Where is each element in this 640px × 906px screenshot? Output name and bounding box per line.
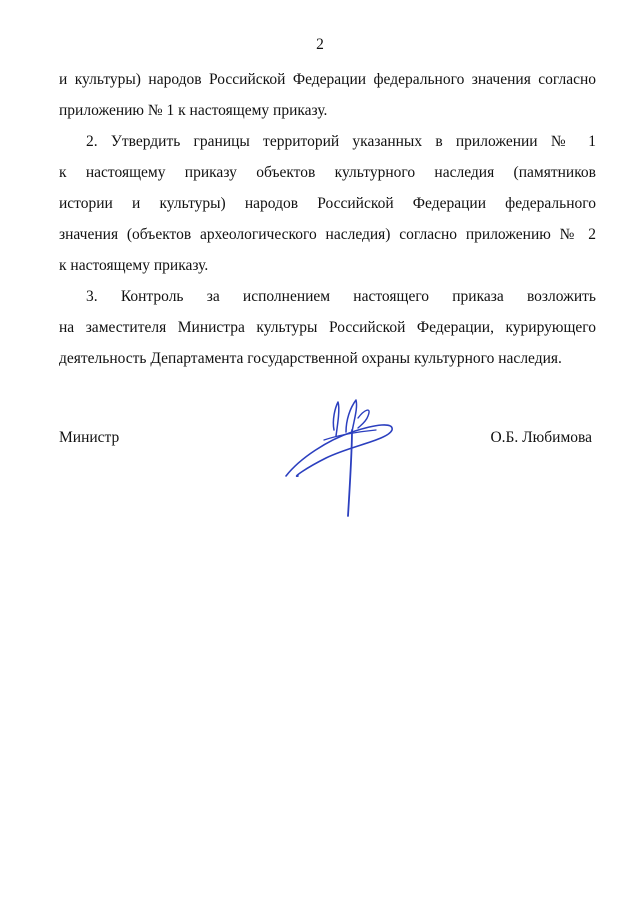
signature-stroke-vertical-left bbox=[333, 402, 338, 436]
paragraph-2-line-5: к настоящему приказу. bbox=[59, 257, 209, 274]
paragraph-1-line-1: и культуры) народов Российской Федерации федерального значения согласно bbox=[59, 71, 596, 88]
handwritten-signature bbox=[280, 396, 410, 521]
paragraph-1-line-2: приложению № 1 к настоящему приказу. bbox=[59, 102, 328, 119]
signature-stroke-hook bbox=[358, 410, 369, 428]
signature-stroke-descender bbox=[348, 430, 352, 516]
paragraph-3-line-1: 3. Контроль за исполнением настоящего приказа возложить bbox=[86, 288, 596, 305]
paragraph-2-line-2: к настоящему приказу объектов культурного наследия (памятников bbox=[59, 164, 596, 181]
signature-stroke-vertical-middle bbox=[346, 400, 357, 432]
paragraph-3-line-3: деятельность Департамента государственной охраны культурного наследия. bbox=[59, 350, 562, 367]
paragraph-3-line-2: на заместителя Министра культуры Российской Федерации, курирующего bbox=[59, 319, 596, 336]
page-number: 2 bbox=[316, 36, 324, 53]
signatory-name: О.Б. Любимова bbox=[490, 429, 592, 446]
paragraph-2-line-1: 2. Утвердить границы территорий указанных в приложении № 1 bbox=[86, 133, 596, 150]
paragraph-2-line-4: значения (объектов археологического наследия) согласно приложению № 2 bbox=[59, 226, 596, 243]
signature-stroke-loop bbox=[286, 425, 392, 476]
paragraph-2-line-3: истории и культуры) народов Российской Федерации федерального bbox=[59, 195, 596, 212]
signature-stroke-cross bbox=[324, 430, 376, 440]
signatory-title: Министр bbox=[59, 429, 120, 446]
document-body bbox=[59, 70, 596, 380]
